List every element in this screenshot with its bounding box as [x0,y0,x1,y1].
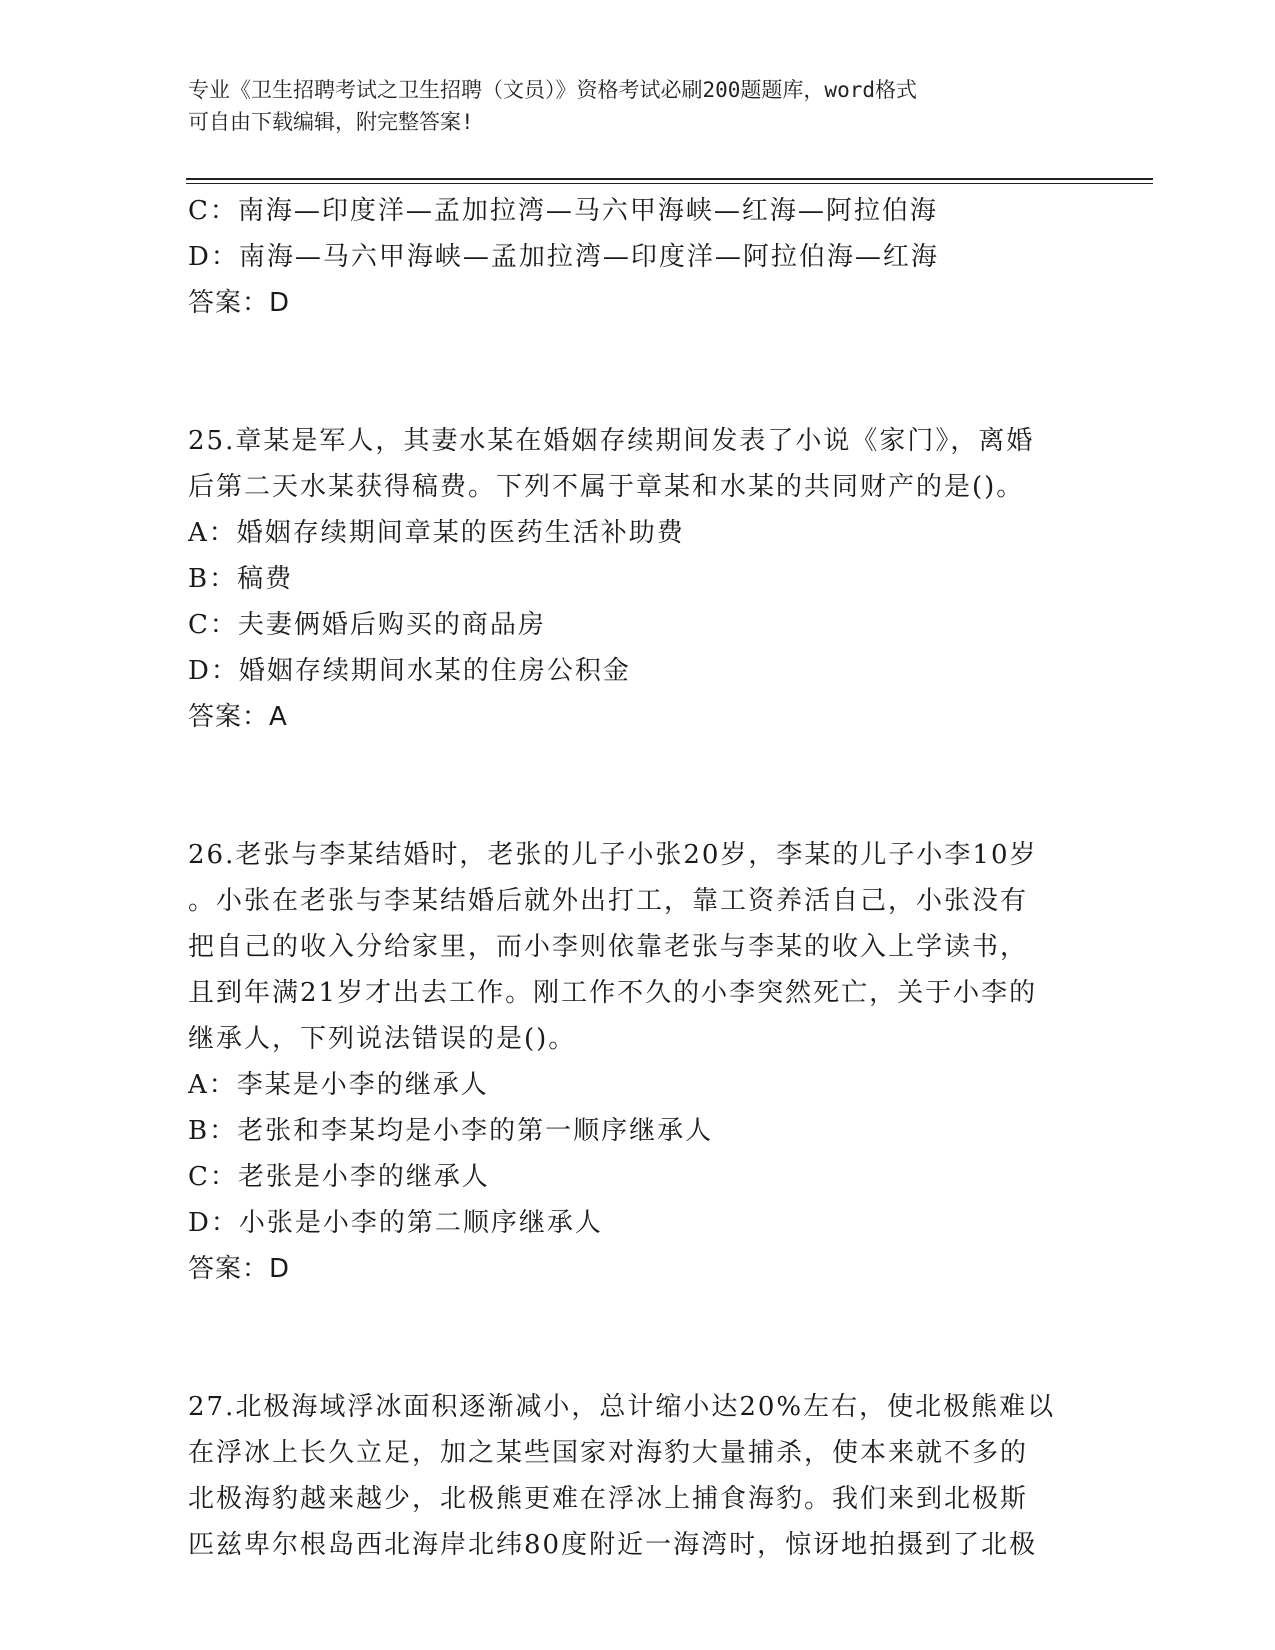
answer-line: 答案：D [188,288,291,318]
option-c: C：老张是小李的继承人 [188,1162,490,1192]
question-spacer [188,326,1088,418]
question-26 [188,832,1088,1292]
answer-line: 答案：D [188,1254,291,1284]
answer-line: 答案：A [188,702,288,732]
option-d: D：婚姻存续期间水某的住房公积金 [188,656,631,686]
question-text-line: 。小张在老张与李某结婚后就外出打工，靠工资养活自己，小张没有 [188,886,1029,916]
question-text-line: 后第二天水某获得稿费。下列不属于章某和水某的共同财产的是()。 [188,472,1025,502]
header-title-line-2: 可自由下载编辑，附完整答案! [188,110,474,134]
option-b: B：稿费 [188,564,294,594]
question-text-line: 匹兹卑尔根岛西北海岸北纬80度附近一海湾时，惊讶地拍摄到了北极 [188,1530,1038,1560]
question-text-line: 25.章某是军人，其妻水某在婚姻存续期间发表了小说《家门》，离婚 [188,426,1035,456]
header-rule-thin [186,183,1153,184]
option-b: B：老张和李某均是小李的第一顺序继承人 [188,1116,714,1146]
question-text-line: 26.老张与李某结婚时，老张的儿子小张20岁，李某的儿子小李10岁 [188,840,1038,870]
header-rule-thick [186,178,1153,180]
question-text-line: 在浮冰上长久立足，加之某些国家对海豹大量捕杀，使本来就不多的 [188,1438,1029,1468]
option-a: A：婚姻存续期间章某的医药生活补助费 [188,518,685,548]
option-a: A：李某是小李的继承人 [188,1070,489,1100]
option-d: D：南海—马六甲海峡—孟加拉湾—印度洋—阿拉伯海—红海 [188,242,939,272]
question-text-line: 继承人，下列说法错误的是()。 [188,1024,577,1054]
option-d: D：小张是小李的第二顺序继承人 [188,1208,603,1238]
question-27 [188,1384,1088,1568]
option-c: C：夫妻俩婚后购买的商品房 [188,610,546,640]
question-spacer [188,740,1088,832]
question-text-line: 且到年满21岁才出去工作。刚工作不久的小李突然死亡，关于小李的 [188,978,1038,1008]
question-text-line: 把自己的收入分给家里，而小李则依靠老张与李某的收入上学读书， [188,932,1029,962]
question-text-line: 北极海豹越来越少，北极熊更难在浮冰上捕食海豹。我们来到北极斯 [188,1484,1029,1514]
question-25 [188,418,1088,740]
document-header [188,74,1088,138]
question-spacer [188,1292,1088,1384]
header-title-line-1: 专业《卫生招聘考试之卫生招聘（文员）》资格考试必刷200题题库，word格式 [188,78,917,102]
question-text-line: 27.北极海域浮冰面积逐渐减小，总计缩小达20%左右，使北极熊难以 [188,1392,1056,1422]
option-c: C：南海—印度洋—孟加拉湾—马六甲海峡—红海—阿拉伯海 [188,196,938,226]
document-body [188,188,1088,1568]
previous-question-tail [188,188,1088,326]
